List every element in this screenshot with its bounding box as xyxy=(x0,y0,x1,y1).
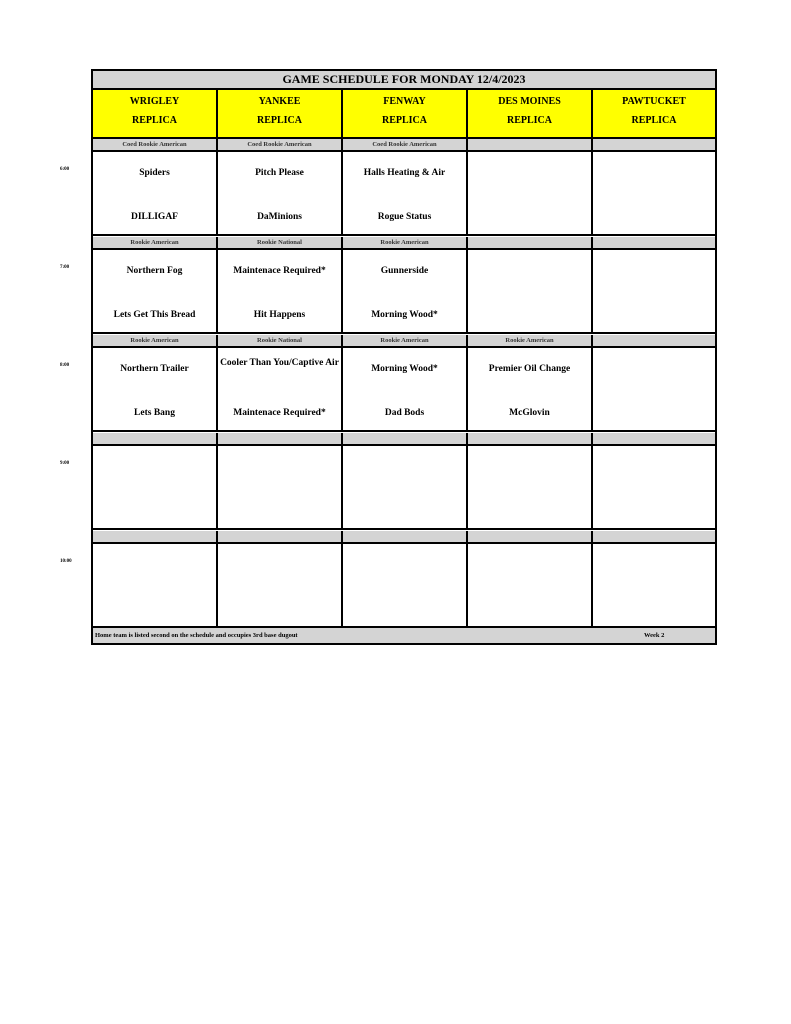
schedule-sheet xyxy=(91,69,717,645)
time-label: 6:00 xyxy=(60,167,70,172)
away-team: Gunnerside xyxy=(380,266,429,276)
division-band xyxy=(93,237,715,250)
division-label xyxy=(593,335,715,346)
field-header-3 xyxy=(468,90,593,139)
away-team: Northern Trailer xyxy=(120,364,189,374)
game-cell xyxy=(93,544,218,626)
division-label: Rookie American xyxy=(93,237,218,248)
game-cell xyxy=(218,152,343,234)
field-header-2 xyxy=(343,90,468,139)
division-label: Rookie American xyxy=(343,237,468,248)
time-slot-row xyxy=(93,348,715,432)
game-cell xyxy=(93,446,218,528)
field-subtitle: REPLICA xyxy=(506,115,552,126)
division-label xyxy=(468,433,593,444)
away-team: Northern Fog xyxy=(126,266,183,276)
game-cell xyxy=(468,250,593,332)
home-team: McGlovin xyxy=(509,408,550,418)
division-band xyxy=(93,433,715,446)
division-label: Coed Rookie American xyxy=(343,139,468,150)
field-subtitle: REPLICA xyxy=(631,115,677,126)
game-cell xyxy=(593,250,715,332)
away-team: Cooler Than You/Captive Air xyxy=(220,358,339,368)
game-cell xyxy=(343,544,468,626)
game-cell xyxy=(468,348,593,430)
time-label: 7:00 xyxy=(60,265,70,270)
time-label: 8:00 xyxy=(60,363,70,368)
away-team: Maintenace Required* xyxy=(233,266,326,276)
footer-note: Home team is listed second on the schedule and occupies 3rd base dugout xyxy=(95,632,298,639)
game-cell xyxy=(343,250,468,332)
field-name: FENWAY xyxy=(383,96,426,107)
division-label: Rookie National xyxy=(218,335,343,346)
game-cell xyxy=(593,348,715,430)
game-cell xyxy=(343,446,468,528)
time-slot-row xyxy=(93,152,715,236)
home-team: DILLIGAF xyxy=(131,212,178,222)
division-label: Rookie American xyxy=(343,335,468,346)
game-cell xyxy=(468,544,593,626)
game-cell xyxy=(468,446,593,528)
division-label xyxy=(468,237,593,248)
field-subtitle: REPLICA xyxy=(256,115,302,126)
time-slot-row xyxy=(93,250,715,334)
game-cell xyxy=(593,446,715,528)
time-label: 9:00 xyxy=(60,461,70,466)
field-name: DES MOINES xyxy=(498,96,561,107)
field-name: PAWTUCKET xyxy=(622,96,686,107)
division-label xyxy=(593,139,715,150)
division-label: Coed Rookie American xyxy=(218,139,343,150)
field-header-1 xyxy=(218,90,343,139)
game-cell xyxy=(218,250,343,332)
division-label xyxy=(593,237,715,248)
field-subtitle: REPLICA xyxy=(131,115,177,126)
game-cell xyxy=(218,348,343,430)
division-band xyxy=(93,335,715,348)
division-label xyxy=(593,433,715,444)
game-cell xyxy=(93,348,218,430)
division-band xyxy=(93,531,715,544)
game-cell xyxy=(93,250,218,332)
division-label: Rookie American xyxy=(468,335,593,346)
game-cell xyxy=(218,544,343,626)
division-label xyxy=(218,433,343,444)
division-label: Rookie American xyxy=(93,335,218,346)
time-slot-row xyxy=(93,446,715,530)
field-header-4 xyxy=(593,90,715,139)
game-cell xyxy=(343,152,468,234)
schedule-footer xyxy=(93,626,715,643)
time-slot-row xyxy=(93,544,715,628)
game-cell xyxy=(93,152,218,234)
away-team: Pitch Please xyxy=(255,168,304,178)
home-team: Maintenace Required* xyxy=(233,408,326,418)
game-cell xyxy=(593,152,715,234)
division-label xyxy=(468,139,593,150)
field-name: WRIGLEY xyxy=(129,96,180,107)
home-team: DaMinions xyxy=(257,212,302,222)
away-team: Spiders xyxy=(139,168,170,178)
game-cell xyxy=(343,348,468,430)
division-label: Coed Rookie American xyxy=(93,139,218,150)
away-team: Morning Wood* xyxy=(371,364,438,374)
schedule-title: GAME SCHEDULE FOR MONDAY 12/4/2023 xyxy=(93,71,715,90)
field-subtitle: REPLICA xyxy=(381,115,427,126)
home-team: Dad Bods xyxy=(384,408,425,418)
home-team: Lets Get This Bread xyxy=(113,310,196,320)
home-team: Rogue Status xyxy=(377,212,432,222)
division-label xyxy=(93,531,218,542)
home-team: Hit Happens xyxy=(253,310,306,320)
division-label xyxy=(218,531,343,542)
field-name: YANKEE xyxy=(258,96,301,107)
home-team: Lets Bang xyxy=(134,408,175,418)
division-label xyxy=(593,531,715,542)
field-header-0 xyxy=(93,90,218,139)
week-label: Week 2 xyxy=(644,632,665,639)
away-team: Halls Heating & Air xyxy=(363,168,446,178)
division-label xyxy=(343,531,468,542)
division-label xyxy=(468,531,593,542)
home-team: Morning Wood* xyxy=(371,310,438,320)
game-cell xyxy=(218,446,343,528)
time-label: 10:00 xyxy=(60,559,72,564)
game-cell xyxy=(468,152,593,234)
division-label xyxy=(343,433,468,444)
division-label: Rookie National xyxy=(218,237,343,248)
game-cell xyxy=(593,544,715,626)
division-band xyxy=(93,139,715,152)
away-team: Premier Oil Change xyxy=(488,364,571,374)
division-label xyxy=(93,433,218,444)
